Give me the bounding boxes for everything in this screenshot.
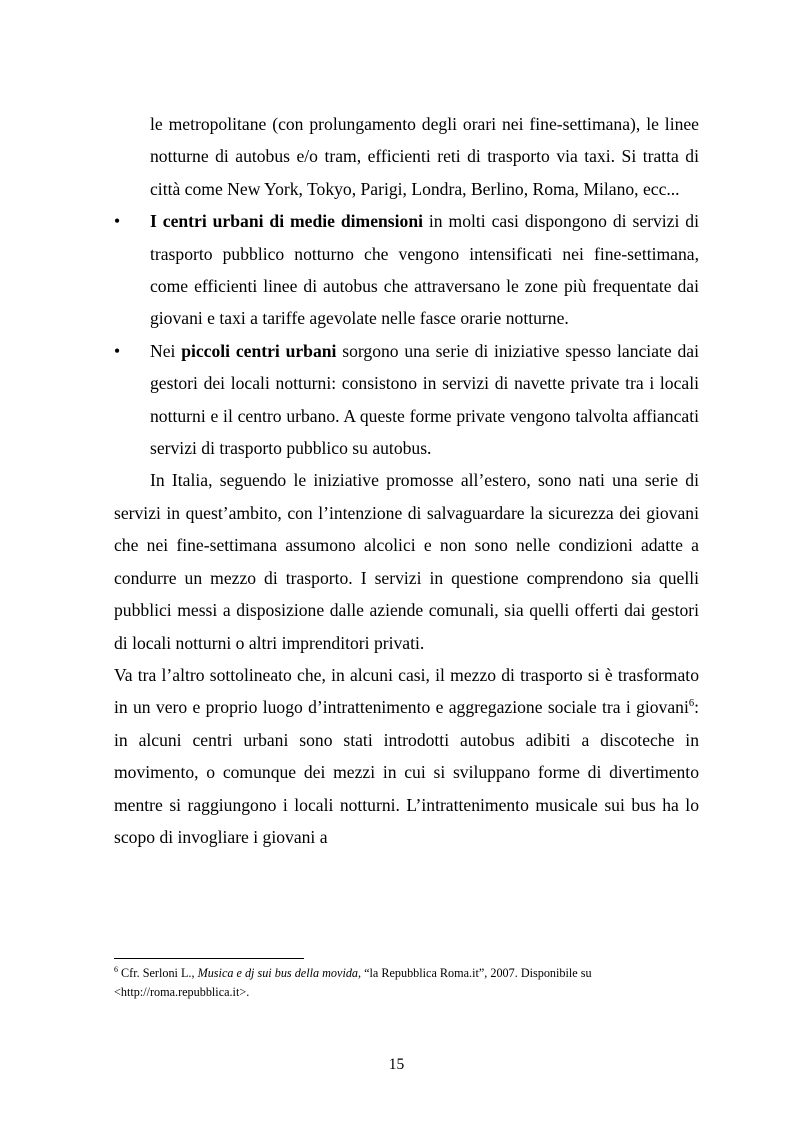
bullet-icon: • <box>114 211 121 232</box>
bullet-prefix: Nei <box>150 340 182 361</box>
bullet-bold-term: piccoli centri urbani <box>181 340 337 361</box>
paragraph-transport-entertainment <box>114 659 699 853</box>
footnote-number: 6 <box>114 965 118 974</box>
footnote-reference[interactable]: 6 <box>688 698 695 710</box>
continued-paragraph: le metropolitane (con prolungamento degli orari nei fine-settimana), le linee notturne di autobus e/o tram, efficienti reti di trasporto via taxi. Si tratta di città come New York, Tokyo, Parigi, Londra, Berlino, Roma, Milano, ecc... <box>150 114 699 199</box>
footnote-separator <box>114 958 304 959</box>
bullet-bold-term: I centri urbani di medie dimensioni <box>150 211 423 232</box>
footnote <box>114 964 699 1002</box>
paragraph-text-part1: Va tra l’altro sottolineato che, in alcuni casi, il mezzo di trasporto si è trasformato in un vero e proprio luogo d’intrattenimento e aggregazione sociale tra i giovani <box>114 664 699 718</box>
paragraph-text-part2: : in alcuni centri urbani sono stati introdotti autobus adibiti a discoteche in movimento, o comunque dei mezzi in cui si sviluppano forme di divertimento mentre si raggiungono i locali notturni. L’intrattenimento musicale sui bus ha lo scopo di invogliare i giovani a <box>114 697 699 847</box>
bullet-text: sorgono una serie di iniziative spesso lanciate dai gestori dei locali notturni: consistono in servizi di navette private tra i locali notturni e il centro urbano. A queste forme private vengono talvolta affiancati servizi di trasporto pubblico su autobus. <box>150 340 699 459</box>
body-text <box>114 108 699 853</box>
footnote-text-before: Cfr. Serloni L., <box>118 966 198 980</box>
bullet-item-small-cities <box>114 335 699 465</box>
page-number: 15 <box>388 1056 405 1073</box>
bullet-text: in molti casi dispongono di servizi di trasporto pubblico notturno che vengono intensificati nei fine-settimana, come efficienti linee di autobus che attraversano le zone più frequentate dai giovani e taxi a tariffe agevolate nelle fasce orarie notturne. <box>150 211 699 329</box>
paragraph-italia: In Italia, seguendo le iniziative promosse all’estero, sono nati una serie di servizi in quest’ambito, con l’intenzione di salvaguardare la sicurezza dei giovani che nei fine-settimana assumono alcolici e non sono nelle condizioni adatte a condurre un mezzo di trasporto. I servizi in questione comprendono sia quelli pubblici messi a disposizione dalle aziende comunali, sia quelli offerti dai gestori di locali notturni o altri imprenditori privati. <box>114 470 699 653</box>
footnote-italic-title: Musica e dj sui bus della movida <box>197 966 359 980</box>
footnote-text-after: , “la Repubblica Roma.it”, 2007. Disponibile su <http://roma.repubblica.it>. <box>114 966 592 999</box>
bullet-icon: • <box>114 340 121 361</box>
bullet-item-medium-cities <box>114 205 699 335</box>
